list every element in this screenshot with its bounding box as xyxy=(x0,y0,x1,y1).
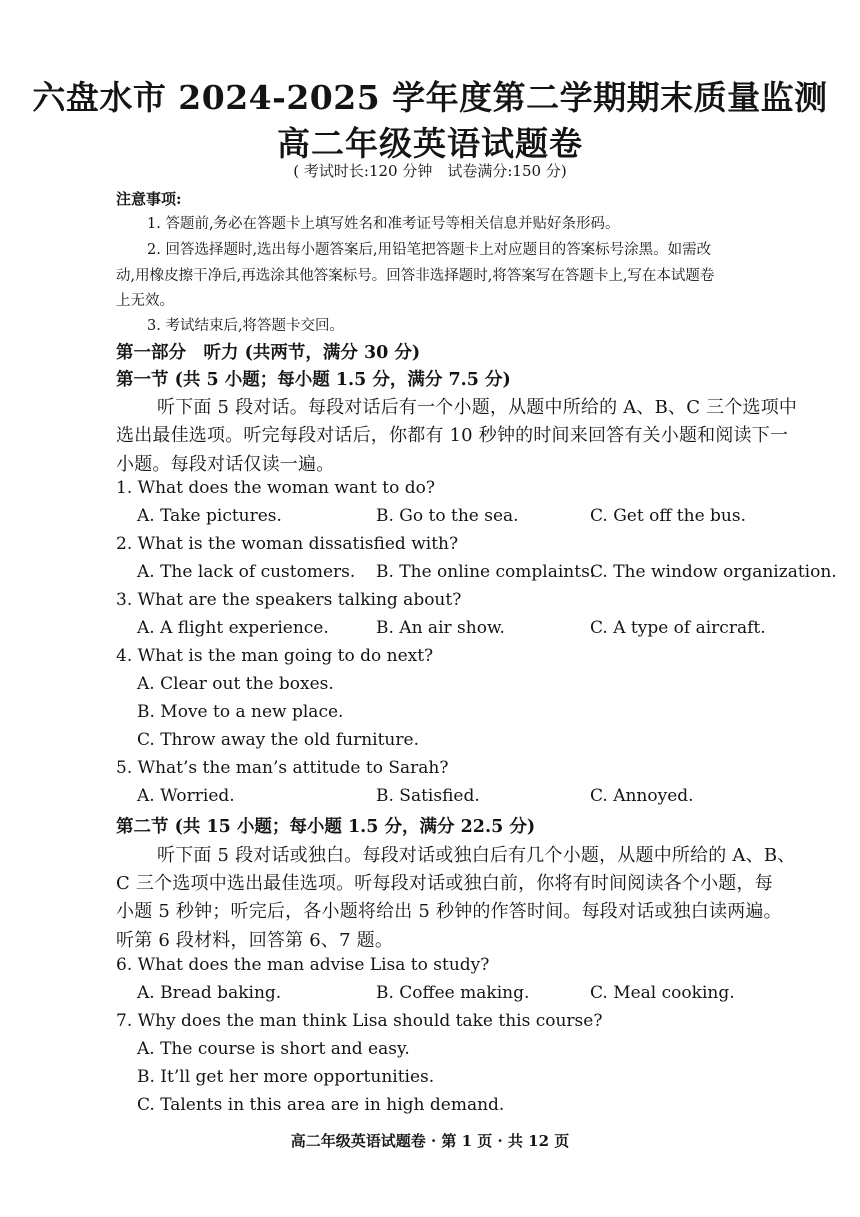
question-5-option-c: C. Annoyed. xyxy=(590,786,694,806)
question-7-option-a: A. The course is short and easy. xyxy=(137,1039,410,1059)
section1-instr-line-1: 听下面 5 段对话。每段对话后有一个小题，从题中所给的 A、B、C 三个选项中 xyxy=(157,397,798,418)
note-item-2-line-3: 上无效。 xyxy=(116,293,174,309)
exam-title: 六盘水市 2024-2025 学年度第二学期期末质量监测 xyxy=(32,78,828,117)
question-3-option-a: A. A flight experience. xyxy=(137,618,329,638)
question-7-stem: 7. Why does the man think Lisa should take this course? xyxy=(116,1011,603,1031)
question-1-option-a: A. Take pictures. xyxy=(137,506,282,526)
question-2-option-b: B. The online complaints. xyxy=(376,562,596,582)
question-5-stem: 5. What’s the man’s attitude to Sarah? xyxy=(116,758,449,778)
note-item-1: 1. 答题前,务必在答题卡上填写姓名和准考证号等相关信息并贴好条形码。 xyxy=(147,216,620,232)
section1-instr-line-2: 选出最佳选项。听完每段对话后，你都有 10 秒钟的时间来回答有关小题和阅读下一 xyxy=(116,425,789,446)
question-7-option-b: B. It’ll get her more opportunities. xyxy=(137,1067,435,1087)
question-1-stem: 1. What does the woman want to do? xyxy=(116,478,435,498)
section2-instr-line-3: 小题 5 秒钟；听完后，各小题将给出 5 秒钟的作答时间。每段对话或独白读两遍。 xyxy=(116,901,782,922)
section1-instr-line-3: 小题。每段对话仅读一遍。 xyxy=(116,454,335,475)
question-6-option-c: C. Meal cooking. xyxy=(590,983,735,1003)
exam-info: ( 考试时长:120 分钟 试卷满分:150 分) xyxy=(293,162,567,180)
notes-heading: 注意事项: xyxy=(116,190,182,208)
exam-subtitle: 高二年级英语试题卷 xyxy=(277,124,583,163)
question-4-option-a: A. Clear out the boxes. xyxy=(137,674,334,694)
question-5-option-a: A. Worried. xyxy=(137,786,235,806)
note-item-2-line-2: 动,用橡皮擦干净后,再选涂其他答案标号。回答非选择题时,将答案写在答题卡上,写在本试题卷 xyxy=(116,268,715,284)
section1-heading: 第一节 (共 5 小题；每小题 1.5 分，满分 7.5 分) xyxy=(116,370,511,390)
section2-instr-line-1: 听下面 5 段对话或独白。每段对话或独白后有几个小题，从题中所给的 A、B、 xyxy=(157,845,796,866)
question-1-option-c: C. Get off the bus. xyxy=(590,506,747,526)
part1-heading: 第一部分 听力 (共两节，满分 30 分) xyxy=(116,343,421,363)
question-2-stem: 2. What is the woman dissatisfied with? xyxy=(116,534,459,554)
question-2-option-a: A. The lack of customers. xyxy=(137,562,356,582)
question-5-option-b: B. Satisfied. xyxy=(376,786,480,806)
question-6-stem: 6. What does the man advise Lisa to study? xyxy=(116,955,490,975)
note-item-2-line-1: 2. 回答选择题时,选出每小题答案后,用铅笔把答题卡上对应题目的答案标号涂黑。如需改 xyxy=(147,242,712,258)
section2-instr-line-4: 听第 6 段材料，回答第 6、7 题。 xyxy=(116,930,394,951)
page-footer: 高二年级英语试题卷 · 第 1 页 · 共 12 页 xyxy=(290,1132,570,1150)
question-3-option-b: B. An air show. xyxy=(376,618,505,638)
question-1-option-b: B. Go to the sea. xyxy=(376,506,519,526)
question-4-option-c: C. Throw away the old furniture. xyxy=(137,730,419,750)
question-6-option-b: B. Coffee making. xyxy=(376,983,530,1003)
question-3-stem: 3. What are the speakers talking about? xyxy=(116,590,462,610)
question-4-stem: 4. What is the man going to do next? xyxy=(116,646,434,666)
question-6-option-a: A. Bread baking. xyxy=(137,983,282,1003)
note-item-3: 3. 考试结束后,将答题卡交回。 xyxy=(147,318,345,334)
section2-heading: 第二节 (共 15 小题；每小题 1.5 分，满分 22.5 分) xyxy=(116,817,536,837)
question-4-option-b: B. Move to a new place. xyxy=(137,702,344,722)
section2-instr-line-2: C 三个选项中选出最佳选项。听每段对话或独白前，你将有时间阅读各个小题，每 xyxy=(116,873,773,894)
question-3-option-c: C. A type of aircraft. xyxy=(590,618,766,638)
question-7-option-c: C. Talents in this area are in high demand. xyxy=(137,1095,505,1115)
question-2-option-c: C. The window organization. xyxy=(590,562,837,582)
